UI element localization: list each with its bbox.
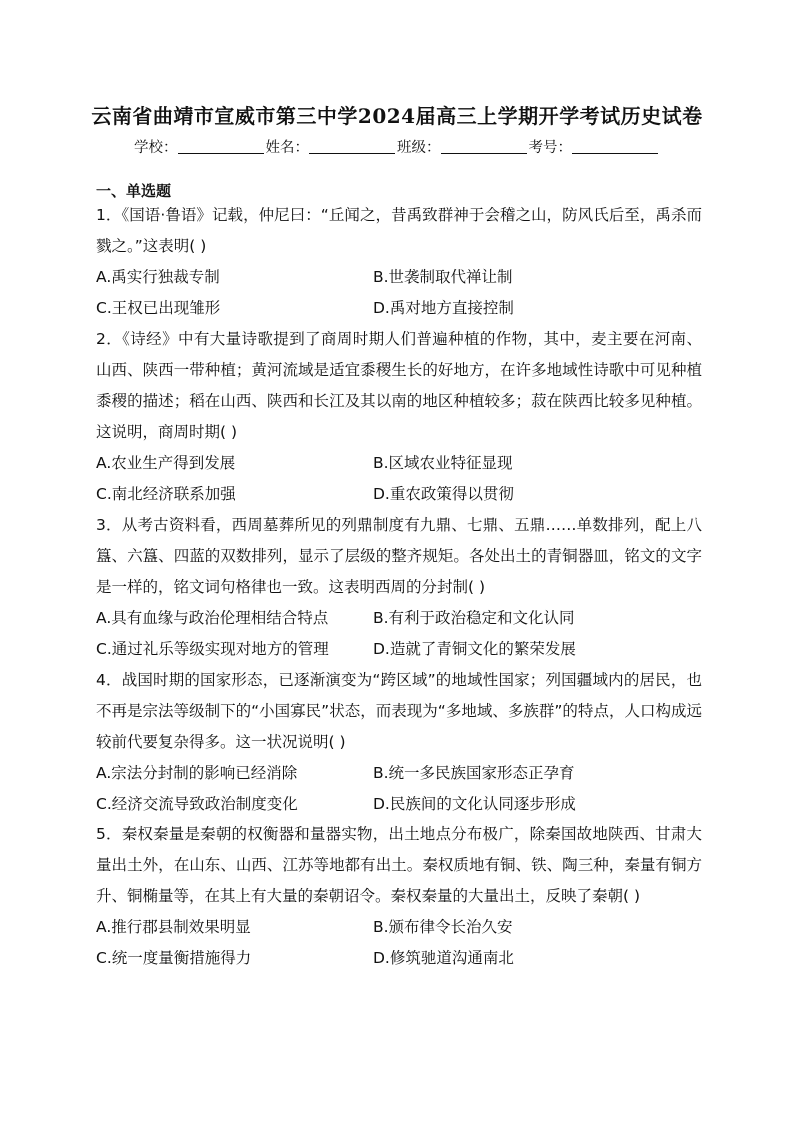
student-info-line <box>0 136 794 157</box>
question-1 <box>96 200 702 324</box>
option-b: B.区域农业特征显现 <box>373 454 513 472</box>
option-d: D.修筑驰道沟通南北 <box>373 949 514 967</box>
option-b: B.有利于政治稳定和文化认同 <box>373 609 575 627</box>
question-5 <box>96 819 702 974</box>
option-b: B.颁布律令长治久安 <box>373 918 513 936</box>
options <box>96 262 702 324</box>
option-d: D.重农政策得以贯彻 <box>373 485 514 503</box>
question-stem: 2．《诗经》中有大量诗歌提到了商周时期人们普遍种植的作物，其中，麦主要在河南、山西、陕西一带种植；黄河流域是适宜黍稷生长的好地方，在许多地域性诗歌中可见种植黍稷的描述；稻在山西、陕西和长江及其以南的地区种植较多；菽在陕西比较多见种植。这说明，商周时期( ) <box>96 330 702 441</box>
question-stem: 3．从考古资料看，西周墓葬所见的列鼎制度有九鼎、七鼎、五鼎……单数排列，配上八簋、六簋、四蓝的双数排列，显示了层级的整齐规矩。各处出土的青铜器皿，铭文的文字是一样的，铭文词句格律也一致。这表明西周的分封制( ) <box>96 516 702 596</box>
options <box>96 448 702 510</box>
name-label: 姓名： <box>265 140 309 156</box>
question-stem: 4．战国时期的国家形态，已逐渐演变为“跨区域”的地域性国家；列国疆域内的居民，也不再是宗法等级制下的“小国寡民”状态，而表现为“多地域、多族群”的特点，人口构成远较前代要复杂得多。这一状况说明( ) <box>96 671 702 751</box>
option-a: A.推行郡县制效果明显 <box>96 918 251 936</box>
section-heading: 一、单选题 <box>96 182 172 200</box>
option-b: B.世袭制取代禅让制 <box>373 268 513 286</box>
option-a: A.农业生产得到发展 <box>96 454 236 472</box>
question-3 <box>96 510 702 665</box>
option-a: A.宗法分封制的影响已经消除 <box>96 764 298 782</box>
option-c: C.通过礼乐等级实现对地方的管理 <box>96 640 329 658</box>
option-d: D.造就了青铜文化的繁荣发展 <box>373 640 576 658</box>
id-blank <box>572 139 658 154</box>
question-4 <box>96 665 702 820</box>
question-2 <box>96 324 702 510</box>
option-b: B.统一多民族国家形态正孕育 <box>373 764 575 782</box>
name-blank <box>309 139 395 154</box>
id-label: 考号： <box>528 140 572 156</box>
option-d: D.禹对地方直接控制 <box>373 299 514 317</box>
option-d: D.民族间的文化认同逐步形成 <box>373 795 576 813</box>
option-a: A.具有血缘与政治伦理相结合特点 <box>96 609 329 627</box>
option-c: C.经济交流导致政治制度变化 <box>96 795 298 813</box>
question-stem: 1．《国语·鲁语》记载，仲尼曰：“丘闻之，昔禹致群神于会稽之山，防风氏后至，禹杀而戮之。”这表明( ) <box>96 206 702 255</box>
question-stem: 5．秦权秦量是秦朝的权衡器和量器实物，出土地点分布极广，除秦国故地陕西、甘肃大量出土外，在山东、山西、江苏等地都有出土。秦权质地有铜、铁、陶三种，秦量有铜方升、铜椭量等，在其上有大量的秦朝诏令。秦权秦量的大量出土，反映了秦朝( ) <box>96 825 702 905</box>
school-label: 学校： <box>134 140 178 156</box>
class-label: 班级： <box>397 140 441 156</box>
option-c: C.王权已出现雏形 <box>96 299 221 317</box>
options <box>96 603 702 665</box>
options <box>96 912 702 974</box>
page-title: 云南省曲靖市宣威市第三中学2024届高三上学期开学考试历史试卷 <box>91 104 703 128</box>
school-blank <box>178 139 264 154</box>
option-a: A.禹实行独裁专制 <box>96 268 220 286</box>
option-c: C.南北经济联系加强 <box>96 485 236 503</box>
option-c: C.统一度量衡措施得力 <box>96 949 252 967</box>
class-blank <box>441 139 527 154</box>
options <box>96 758 702 820</box>
